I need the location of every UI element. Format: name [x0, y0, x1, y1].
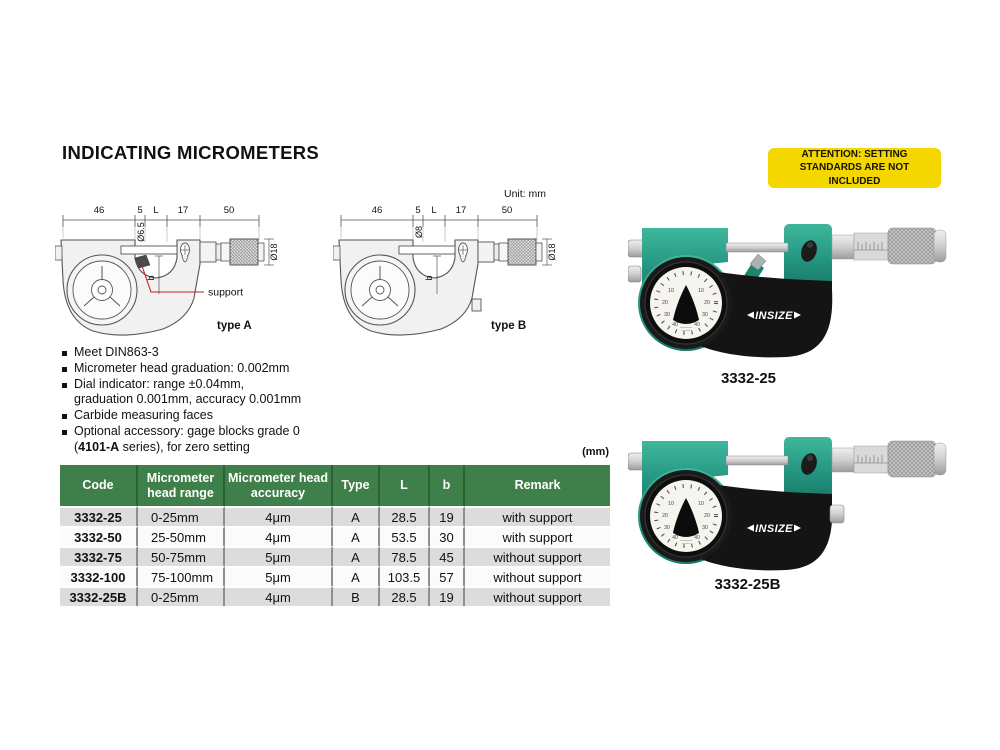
- bullet-icon: [62, 430, 67, 435]
- svg-text:10: 10: [668, 501, 674, 507]
- dial: [640, 470, 732, 562]
- svg-text:30: 30: [664, 525, 670, 531]
- feature-text: graduation 0.001mm, accuracy 0.001mm: [74, 392, 302, 407]
- b-label: b: [146, 275, 156, 281]
- insize-logo: [747, 523, 801, 535]
- table-header-row: [60, 465, 610, 506]
- thimble: [888, 228, 946, 264]
- feature-text: Micrometer head graduation: 0.002mm: [74, 360, 290, 375]
- feature-item: [62, 424, 392, 440]
- thimble-assembly: [200, 239, 264, 265]
- bullet-icon: [62, 367, 67, 372]
- table-cell: 103.5: [380, 566, 430, 586]
- sleeve: [832, 233, 888, 260]
- frame-button: [472, 299, 481, 311]
- svg-text:46: 46: [371, 205, 383, 216]
- dial: [640, 257, 732, 349]
- table-cell: 5μm: [225, 566, 333, 586]
- type-b-label: type B: [491, 320, 527, 332]
- column-header-head-accuracy: Micrometer head accuracy: [225, 465, 333, 506]
- svg-text:40: 40: [694, 535, 700, 541]
- table-unit-note: (mm): [582, 446, 609, 458]
- svg-text:INSIZE: INSIZE: [755, 310, 793, 322]
- svg-text:50: 50: [501, 205, 513, 216]
- feature-text: Meet DIN863-3: [74, 345, 159, 359]
- svg-text:5: 5: [137, 205, 143, 216]
- frame-left-tab: [55, 246, 62, 260]
- svg-text:46: 46: [93, 205, 105, 216]
- feature-text: Carbide measuring faces: [74, 408, 213, 423]
- column-header-l: L: [380, 465, 430, 506]
- spindle: [121, 246, 177, 254]
- dimension-labels: [94, 205, 235, 216]
- table-row: [60, 566, 610, 586]
- table-cell: 3332-25B: [60, 586, 138, 606]
- feature-item: [62, 345, 392, 361]
- dimension-labels: [372, 205, 513, 216]
- svg-text:40: 40: [694, 322, 700, 328]
- product-code-label: 3332-25: [720, 370, 777, 387]
- svg-text:30: 30: [702, 525, 708, 531]
- table-cell: 25-50mm: [138, 526, 225, 546]
- svg-text:40: 40: [672, 322, 678, 328]
- table-cell: 75-100mm: [138, 566, 225, 586]
- dial-indicator: [67, 255, 137, 325]
- svg-text:L: L: [431, 205, 437, 216]
- table-cell: 3332-50: [60, 526, 138, 546]
- type-a-label: type A: [217, 320, 252, 332]
- column-header-head-range: Micrometer head range: [138, 465, 225, 506]
- svg-text:20: 20: [704, 513, 710, 519]
- side-button: [830, 505, 844, 523]
- table-cell: 50-75mm: [138, 546, 225, 566]
- bullet-icon: [62, 383, 67, 388]
- svg-text:50: 50: [223, 205, 235, 216]
- table-cell: without support: [465, 546, 610, 566]
- svg-text:20: 20: [704, 300, 710, 306]
- table-cell: 4μm: [225, 506, 333, 526]
- table-cell: 0-25mm: [138, 586, 225, 606]
- feature-text: (4101-A series), for zero setting: [74, 439, 250, 454]
- thimble-diameter-label: Ø18: [269, 243, 279, 261]
- table-cell: 57: [430, 566, 465, 586]
- table-cell: with support: [465, 506, 610, 526]
- table-cell: A: [333, 546, 380, 566]
- dimension-lines: [63, 215, 259, 242]
- svg-text:10: 10: [698, 288, 704, 294]
- table-cell: 3332-25: [60, 506, 138, 526]
- product-photo-3332-25b: [628, 419, 953, 579]
- thimble-assembly: [478, 239, 542, 265]
- feature-text: Dial indicator: range ±0.04mm,: [74, 376, 245, 391]
- table-row: [60, 546, 610, 566]
- table-cell: A: [333, 506, 380, 526]
- table-row: [60, 506, 610, 526]
- table-cell: without support: [465, 586, 610, 606]
- table-cell: 78.5: [380, 546, 430, 566]
- table-cell: 19: [430, 586, 465, 606]
- feature-item: [62, 377, 392, 393]
- table-cell: 28.5: [380, 506, 430, 526]
- spindle: [726, 456, 788, 465]
- bullet-icon: [62, 351, 67, 356]
- table-cell: B: [333, 586, 380, 606]
- spindle: [726, 243, 788, 252]
- svg-text:20: 20: [662, 300, 668, 306]
- svg-text:40: 40: [672, 535, 678, 541]
- feature-item: [62, 361, 392, 377]
- type-b-drawing: [333, 202, 568, 342]
- feature-item-continuation: [62, 392, 392, 408]
- table-cell: 53.5: [380, 526, 430, 546]
- column-header-type: Type: [333, 465, 380, 506]
- support-label: support: [208, 286, 244, 299]
- spec-table: [60, 465, 610, 606]
- svg-text:17: 17: [455, 205, 467, 216]
- product-photo-3332-25: [628, 206, 953, 366]
- svg-text:10: 10: [698, 501, 704, 507]
- svg-text:20: 20: [662, 513, 668, 519]
- table-cell: 3332-100: [60, 566, 138, 586]
- svg-text:L: L: [153, 205, 159, 216]
- table-row: [60, 586, 610, 606]
- bullet-icon: [62, 414, 67, 419]
- feature-list: [62, 345, 392, 456]
- table-cell: A: [333, 566, 380, 586]
- column-header-code: Code: [60, 465, 138, 506]
- svg-text:5: 5: [415, 205, 421, 216]
- table-cell: 4μm: [225, 586, 333, 606]
- column-header-remark: Remark: [465, 465, 610, 506]
- frame-left-tab: [333, 246, 340, 260]
- svg-text:INSIZE: INSIZE: [755, 523, 793, 535]
- svg-text:10: 10: [668, 288, 674, 294]
- table-body: [60, 506, 610, 606]
- feature-text: Optional accessory: gage blocks grade 0: [74, 423, 300, 438]
- svg-text:17: 17: [177, 205, 189, 216]
- table-cell: 19: [430, 506, 465, 526]
- page-title: INDICATING MICROMETERS: [62, 142, 320, 163]
- table-cell: 30: [430, 526, 465, 546]
- column-header-b: b: [430, 465, 465, 506]
- spec-table-container: [60, 465, 610, 606]
- table-cell: 0-25mm: [138, 506, 225, 526]
- product-code-label: 3332-25B: [714, 576, 781, 593]
- dial-indicator: [345, 255, 415, 325]
- unit-note: Unit: mm: [504, 188, 546, 200]
- spindle-diameter-label: Ø8: [414, 225, 424, 239]
- table-cell: 5μm: [225, 546, 333, 566]
- table-cell: with support: [465, 526, 610, 546]
- table-cell: A: [333, 526, 380, 546]
- table-cell: 4μm: [225, 526, 333, 546]
- spindle-diameter-label: Ø6.5: [136, 222, 146, 242]
- feature-item: [62, 408, 392, 424]
- sleeve: [832, 446, 888, 473]
- svg-text:30: 30: [702, 312, 708, 318]
- thimble-diameter-label: Ø18: [547, 243, 557, 261]
- b-label: b: [424, 275, 434, 281]
- type-a-drawing: [55, 202, 313, 342]
- table-cell: 28.5: [380, 586, 430, 606]
- table-cell: without support: [465, 566, 610, 586]
- side-knob: [628, 266, 641, 282]
- table-row: [60, 526, 610, 546]
- table-cell: 45: [430, 546, 465, 566]
- spindle: [399, 246, 455, 254]
- attention-banner: ATTENTION: SETTING STANDARDS ARE NOT INCLUDED: [768, 148, 941, 188]
- thimble: [888, 441, 946, 477]
- insize-logo: [747, 310, 801, 322]
- table-cell: 3332-75: [60, 546, 138, 566]
- dimension-lines: [341, 215, 537, 242]
- svg-text:30: 30: [664, 312, 670, 318]
